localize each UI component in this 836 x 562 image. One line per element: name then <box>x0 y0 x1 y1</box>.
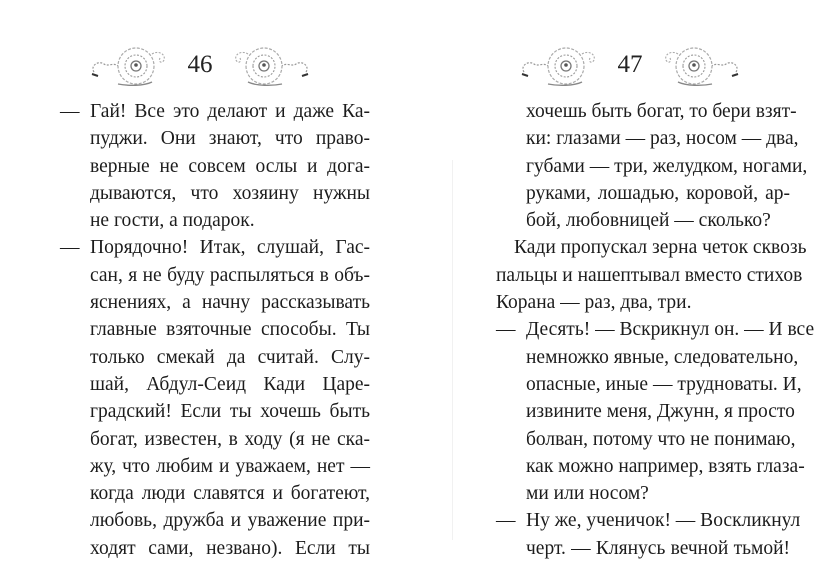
text-line <box>496 207 790 234</box>
text-line <box>496 125 799 152</box>
line-text: хочешь быть богат, то бери взят- <box>526 101 797 122</box>
page-number: 47 <box>617 51 643 78</box>
page-body-text <box>60 98 370 562</box>
text-line <box>496 426 796 453</box>
page-header <box>518 40 742 90</box>
line-text: главные взяточные способы. Ты <box>90 319 370 341</box>
line-text: Десять! — Вскрикнул он. — И все <box>526 319 815 341</box>
text-line <box>496 344 799 371</box>
line-text: бой, любовницей — сколько? <box>526 210 771 232</box>
text-line <box>60 507 370 534</box>
line-text: богат, известен, в ходу (я не ска- <box>90 428 370 450</box>
text-line <box>60 344 370 371</box>
dialogue-dash: — <box>496 510 516 532</box>
left-page <box>0 0 418 559</box>
text-line <box>60 153 370 180</box>
line-text: Ну же, ученичок! — Воскликнул <box>526 510 801 532</box>
line-text: пальцы и нашептывал вместо стихов <box>496 264 803 286</box>
text-line <box>496 262 803 289</box>
line-text: шай, Абдул-Сеид Кади Царе- <box>90 373 370 395</box>
right-page <box>418 0 836 559</box>
line-text: любовь, дружба и уважение при- <box>90 510 370 532</box>
text-line <box>60 289 370 316</box>
line-text: ходят сами, незвано). Если ты <box>90 537 370 559</box>
line-text: только смекай да считай. Слу- <box>90 346 370 368</box>
text-line <box>60 453 370 480</box>
line-text: пуджи. Они знают, что право- <box>90 128 370 150</box>
text-line <box>60 98 370 125</box>
line-text: опасные, иные — трудноваты. И, <box>526 373 802 395</box>
page-number: 46 <box>187 51 213 78</box>
text-line <box>60 262 370 289</box>
dialogue-dash: — <box>60 237 80 259</box>
scroll-ornament-icon <box>518 42 604 88</box>
text-line <box>496 316 815 343</box>
line-text: извините меня, Джунн, я просто <box>526 401 795 423</box>
page-header <box>88 40 312 90</box>
scroll-ornament-icon <box>226 42 312 88</box>
line-text: Корана — раз, два, три. <box>496 292 692 314</box>
line-text: дываются, что хозяину нужны <box>90 182 370 204</box>
text-line <box>60 371 370 398</box>
text-line <box>60 426 370 453</box>
text-line <box>496 398 795 425</box>
line-text: Гай! Все это делают и даже Ка- <box>90 101 370 122</box>
dialogue-dash: — <box>496 319 516 341</box>
text-line <box>60 316 370 343</box>
line-text: сан, я не буду распыляться в объ- <box>90 264 370 286</box>
text-line <box>496 480 790 507</box>
text-line <box>60 180 370 207</box>
text-line <box>60 398 370 425</box>
line-text: не гости, а подарок. <box>90 210 255 232</box>
line-text: верные не совсем ослы и дога- <box>90 155 370 177</box>
text-line <box>60 234 370 261</box>
text-line <box>496 507 801 534</box>
dialogue-dash: — <box>60 101 80 122</box>
line-text: черт. — Клянусь вечной тьмой! <box>526 537 790 559</box>
text-line <box>496 180 790 207</box>
line-text: когда люди славятся и богатеют, <box>90 483 370 505</box>
text-line <box>496 153 808 180</box>
page-body-text <box>496 98 815 562</box>
line-text: жу, что любим и уважаем, нет — <box>90 455 370 477</box>
line-text: градский! Если ты хочешь быть <box>90 401 370 423</box>
text-line <box>60 207 370 234</box>
line-text: Кади пропускал зерна четок сквозь <box>514 237 807 259</box>
line-text: ми или носом? <box>526 483 649 505</box>
text-line <box>496 234 807 261</box>
text-line <box>60 125 370 152</box>
text-line <box>60 480 370 507</box>
line-text: руками, лошадью, коровой, ар- <box>526 182 790 204</box>
text-line <box>496 289 790 316</box>
line-text: губами — три, желудком, ногами, <box>526 155 808 177</box>
line-text: как можно например, взять глаза- <box>526 455 805 477</box>
scroll-ornament-icon <box>88 42 174 88</box>
line-text: яснениях, а начну рассказывать <box>90 292 370 314</box>
line-text: болван, потому что не понимаю, <box>526 428 796 450</box>
line-text: немножко явные, следовательно, <box>526 346 799 368</box>
line-text: ки: глазами — раз, носом — два, <box>526 128 799 150</box>
text-line <box>496 453 805 480</box>
text-line <box>496 371 802 398</box>
line-text: Порядочно! Итак, слушай, Гас- <box>90 237 370 259</box>
text-line <box>496 535 790 562</box>
text-line <box>496 98 797 125</box>
text-line <box>60 535 370 562</box>
scroll-ornament-icon <box>656 42 742 88</box>
